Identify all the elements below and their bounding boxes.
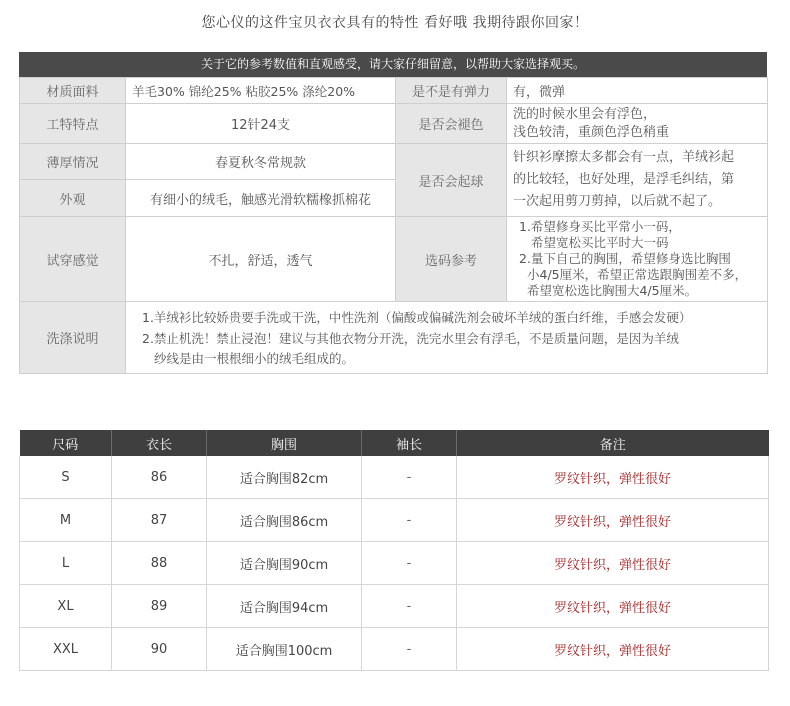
sleeve-header: 袖长 — [362, 430, 457, 456]
spec-table — [19, 77, 768, 374]
look-value: 有细小的绒毛，触感光滑软糯橡抓棉花 — [126, 180, 396, 217]
size-cell: S — [20, 456, 112, 499]
try-value: 不扎，舒适，透气 — [126, 217, 396, 302]
size-cell: M — [20, 499, 112, 542]
thickness-label: 薄厚情况 — [20, 144, 126, 180]
try-label: 试穿感觉 — [20, 217, 126, 302]
choose-item: 2.量下自己的胸围，希望修身选比胸围 小4/5厘米，希望正常选跟胸围差不多， 希望宽松选比胸围大4/5厘米。 — [519, 251, 748, 298]
choose-value — [507, 217, 768, 302]
pilling-line: 的比较轻，也好处理，是浮毛纠结，第 — [513, 172, 735, 187]
bust-header: 胸围 — [207, 430, 362, 456]
fade-label: 是否会褪色 — [396, 104, 507, 144]
table-row — [20, 456, 769, 499]
note-cell: 罗纹针织，弹性很好 — [457, 585, 769, 628]
thickness-value: 春夏秋冬常规款 — [126, 144, 396, 180]
note-cell: 罗纹针织，弹性很好 — [457, 628, 769, 671]
sleeve-cell: - — [362, 585, 457, 628]
table-row — [20, 499, 769, 542]
sleeve-cell: - — [362, 499, 457, 542]
length-cell: 88 — [112, 542, 207, 585]
length-header: 衣长 — [112, 430, 207, 456]
length-cell: 86 — [112, 456, 207, 499]
choose-label: 选码参考 — [396, 217, 507, 302]
craft-value: 12针24支 — [126, 104, 396, 144]
elastic-label: 是不是有弹力 — [396, 78, 507, 104]
table-row — [20, 542, 769, 585]
length-cell: 87 — [112, 499, 207, 542]
elastic-value: 有，微弹 — [507, 78, 768, 104]
size-table — [19, 430, 769, 671]
wash-value — [126, 302, 768, 374]
page-headline: 您心仪的这件宝贝衣衣具有的特性 看好哦 我期待跟你回家！ — [201, 15, 589, 31]
fade-line: 浅色较淸，重颜色浮色稍重 — [513, 124, 670, 140]
bust-cell: 适合胸围100cm — [207, 628, 362, 671]
choose-item: 1.希望修身买比平常小一码， 希望宽松买比平时大一码 — [519, 219, 681, 250]
length-cell: 89 — [112, 585, 207, 628]
size-cell: XXL — [20, 628, 112, 671]
bust-cell: 适合胸围94cm — [207, 585, 362, 628]
material-label: 材质面料 — [20, 78, 126, 104]
fade-line: 洗的时候水里会有浮色， — [513, 106, 657, 122]
size-cell: XL — [20, 585, 112, 628]
wash-item: 1.羊绒衫比较娇贵要手洗或干洗，中性洗剂（偏酸或偏碱洗剂会破坏羊绒的蛋白纤维，手感会发硬） — [142, 309, 692, 325]
fade-value — [507, 104, 768, 144]
table-row — [20, 585, 769, 628]
wash-item: 2.禁止机洗！禁止浸泡！建议与其他衣物分开洗，洗完水里会有浮毛，不是质量问题，是因为羊绒 纱线是由一根根细小的绒毛组成的。 — [142, 330, 679, 366]
craft-label: 工特特点 — [20, 104, 126, 144]
pilling-value — [507, 144, 768, 217]
size-header: 尺码 — [20, 430, 112, 456]
pilling-label: 是否会起球 — [396, 144, 507, 217]
sleeve-cell: - — [362, 456, 457, 499]
look-label: 外观 — [20, 180, 126, 217]
material-value: 羊毛30% 锦纶25% 粘胶25% 涤纶20% — [126, 78, 396, 104]
section-banner: 关于它的参考数值和直观感受，请大家仔细留意，以帮助大家选择观买。 — [19, 52, 767, 77]
length-cell: 90 — [112, 628, 207, 671]
note-cell: 罗纹针织，弹性很好 — [457, 456, 769, 499]
bust-cell: 适合胸围86cm — [207, 499, 362, 542]
wash-label: 洗涤说明 — [20, 302, 126, 374]
note-cell: 罗纹针织，弹性很好 — [457, 499, 769, 542]
table-row — [20, 628, 769, 671]
sleeve-cell: - — [362, 628, 457, 671]
note-cell: 罗纹针织，弹性很好 — [457, 542, 769, 585]
pilling-line: 针织衫摩擦太多都会有一点，羊绒衫起 — [513, 150, 735, 165]
size-cell: L — [20, 542, 112, 585]
bust-cell: 适合胸围82cm — [207, 456, 362, 499]
pilling-line: 一次起用剪刀剪掉，以后就不起了。 — [513, 194, 722, 209]
sleeve-cell: - — [362, 542, 457, 585]
bust-cell: 适合胸围90cm — [207, 542, 362, 585]
note-header: 备注 — [457, 430, 769, 456]
